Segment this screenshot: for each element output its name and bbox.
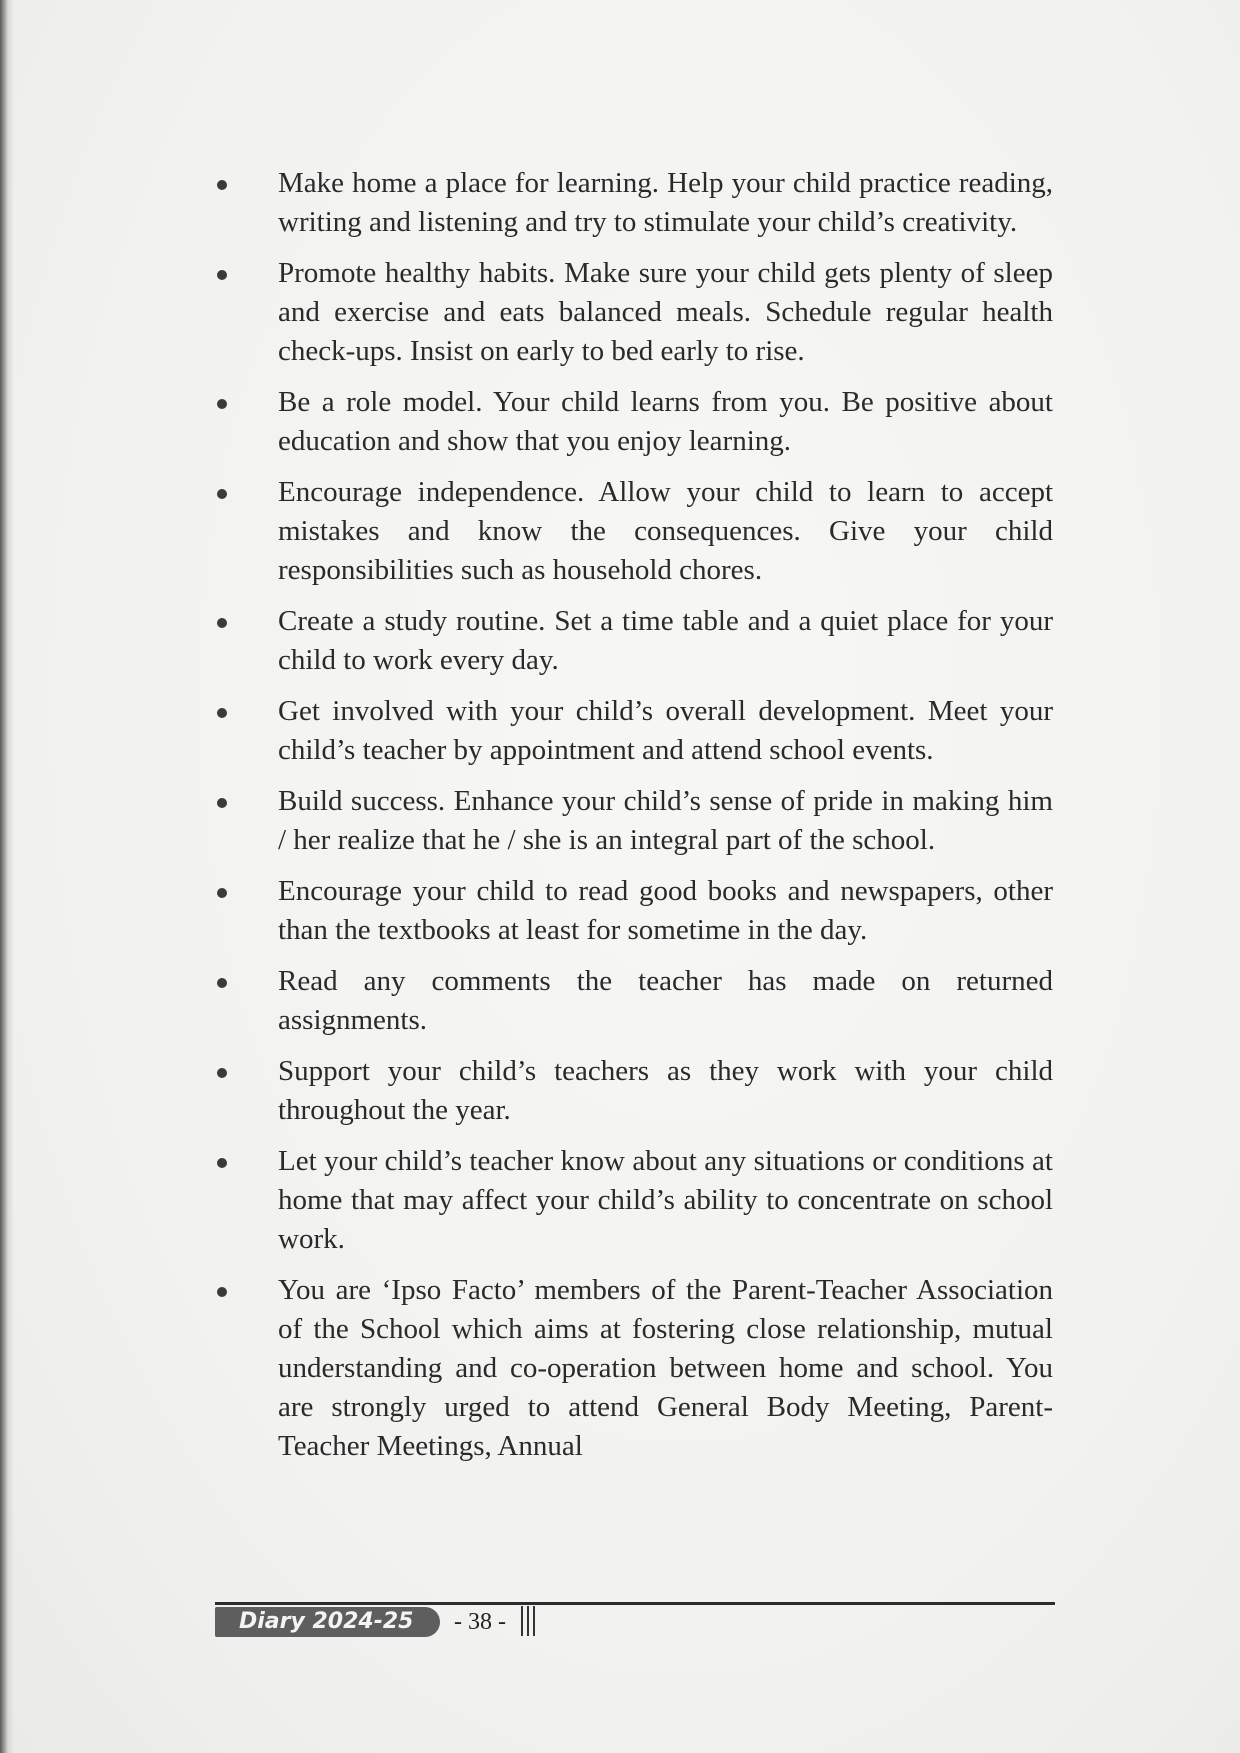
bullet-icon — [217, 489, 227, 499]
bullet-icon — [217, 180, 227, 190]
list-item-text: Encourage your child to read good books and newspapers, other than the textbooks at least for sometime in the day. — [278, 875, 1053, 946]
list-item — [213, 164, 1053, 242]
list-item-text: Create a study routine. Set a time table and a quiet place for your child to work every day. — [278, 605, 1053, 676]
list-item-text: Be a role model. Your child learns from you. Be positive about education and show that you enjoy learning. — [278, 386, 1053, 457]
bullet-icon — [217, 888, 227, 898]
bullet-list — [213, 164, 1053, 1466]
list-item — [213, 254, 1053, 371]
bullet-icon — [217, 798, 227, 808]
bullet-icon — [217, 708, 227, 718]
list-item-text: Make home a place for learning. Help your child practice reading, writing and listening and try to stimulate your child’s creativity. — [278, 167, 1053, 238]
bullet-icon — [217, 270, 227, 280]
list-item — [213, 383, 1053, 461]
list-item-text: Promote healthy habits. Make sure your child gets plenty of sleep and exercise and eats balanced meals. Schedule regular health check-ups. Insist on early to bed early to rise. — [278, 257, 1053, 367]
list-item — [213, 872, 1053, 950]
page-footer — [215, 1602, 1055, 1642]
list-item-text: Get involved with your child’s overall development. Meet your child’s teacher by appointment and attend school events. — [278, 695, 1053, 766]
list-item-text: Encourage independence. Allow your child to learn to accept mistakes and know the consequences. Give your child responsibilities such as household chores. — [278, 476, 1053, 586]
list-item-text: Read any comments the teacher has made on returned assignments. — [278, 965, 1053, 1036]
footer-bars-decoration — [521, 1606, 535, 1638]
list-item — [213, 962, 1053, 1040]
diary-label: Diary 2024-25 — [215, 1607, 440, 1637]
footer-rule — [215, 1602, 1055, 1605]
bullet-icon — [217, 1068, 227, 1078]
bullet-icon — [217, 978, 227, 988]
list-item — [213, 1142, 1053, 1259]
bullet-icon — [217, 618, 227, 628]
scan-edge-shadow — [0, 0, 14, 1753]
main-content — [213, 164, 1053, 1478]
list-item-text: Support your child’s teachers as they work with your child throughout the year. — [278, 1055, 1053, 1126]
list-item-text: Let your child’s teacher know about any situations or conditions at home that may affect your child’s ability to concentrate on school work. — [278, 1145, 1053, 1255]
list-item-text: Build success. Enhance your child’s sense of pride in making him / her realize that he / she is an integral part of the school. — [278, 785, 1053, 856]
list-item — [213, 473, 1053, 590]
bullet-icon — [217, 399, 227, 409]
list-item — [213, 602, 1053, 680]
list-item — [213, 1052, 1053, 1130]
bullet-icon — [217, 1287, 227, 1297]
list-item — [213, 692, 1053, 770]
bullet-icon — [217, 1158, 227, 1168]
list-item — [213, 1271, 1053, 1466]
list-item — [213, 782, 1053, 860]
page-number: - 38 - — [454, 1609, 506, 1635]
list-item-text: You are ‘Ipso Facto’ members of the Parent-Teacher Association of the School which aims at fostering close relationship, mutual understanding and co-operation between home and school. You are strongly urged to attend General Body Meeting, Parent-Teacher Meetings, Annual — [278, 1274, 1053, 1462]
